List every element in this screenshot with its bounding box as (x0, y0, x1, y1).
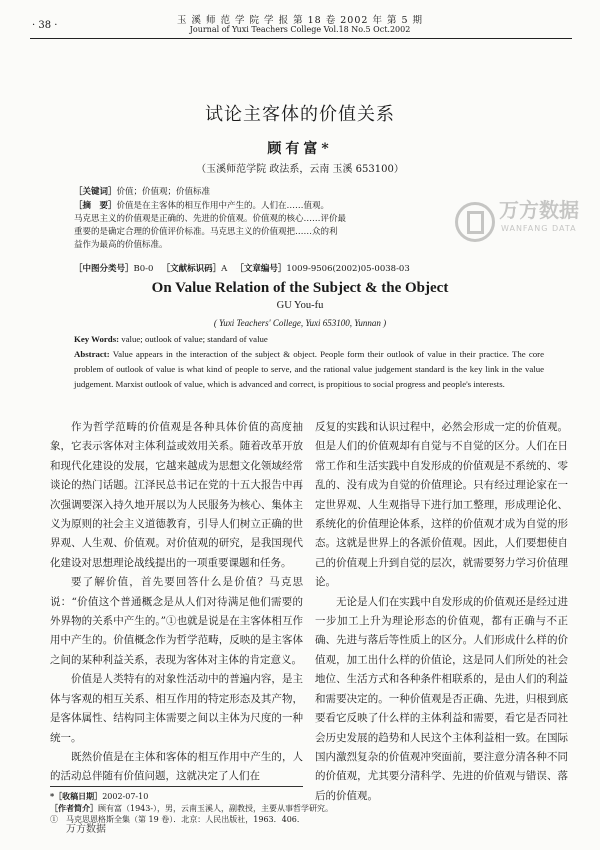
author-name-en: GU You-fu (276, 300, 324, 311)
article-id-label: ［文章编号］ (235, 264, 287, 274)
footnote-rule (50, 786, 303, 787)
clc-value: B0-0 (133, 264, 154, 274)
author-name-cn: 顾有富* (267, 141, 333, 157)
keywords-en-text: value; outlook of value; standard of value (121, 334, 268, 344)
abstract-cn-line: 益作为最高的价值标准。 (74, 240, 168, 250)
clc-label: ［中图分类号］ (74, 264, 134, 274)
article-title-cn: 试论主客体的价值关系 (205, 104, 395, 125)
abstract-cn-line: 重要的是确定合理的价值评价标准。马克思主义的价值观把……众的利 (74, 227, 338, 237)
body-paragraph: 作为哲学范畴的价值观是各种具体价值的高度抽象，它表示客体对主体利益或效用关系。随着改革开放和现代化建设的发展，它越来越成为思想文化领域经常谈论的热门话题。江泽民总书记在党的十五大报告中再次强调要深入持久地开展以为人民服务为核心、集体主义为原则的社会主义道德教育，引导人们树立正确的世界观、人生观、价值观。对价值观的研究，是我国现代化建设对思想理论战线提出的一项重要课题和任务。 (50, 421, 303, 569)
body-paragraph: 要了解价值，首先要回答什么是价值？马克思说：“价值这个普通概念是从人们对待满足他们需要的外界物的关系中产生的。”①也就是说是在主客体相互作用中产生的。价值概念作为哲学范畴，反映的是主客体之间的某种利益关系，表现为客体对主体的肯定意义。 (50, 576, 303, 666)
body-paragraph: 价值是人类特有的对象性活动中的普遍内容，是主体与客观的相互关系、相互作用的特定形态及其产物，是客体属性、结构同主体需要之间以主体为尺度的一种统一。 (50, 673, 303, 744)
body-paragraph: 既然价值是在主体和客体的相互作用中产生的，人的活动总伴随有价值问题，这就决定了人们在 (50, 750, 303, 783)
body-paragraph: 无论是人们在实践中自发形成的价值观还是经过进一步加工上升为理论形态的价值观，都有正确与不正确、先进与落后等性质上的区分。人们形成什么样的价值观，加工出什么样的价值论，这是同人们所处的社会地位、生活方式和各种条件相联系的，是由人们的利益和需要决定的。一种价值观是否正确、先进，归根到底要看它反映了什么样的主体利益和需要，看它是否同社会历史发展的趋势和人民这个主体利益相一致。在国际国内激烈复杂的价值观冲突面前，要注意分清各种不同的价值观，尤其要分清科学、先进的价值观与错误、落后的价值观。 (315, 595, 568, 802)
wanfang-watermark (455, 190, 585, 250)
journal-header-cn: 玉 溪 师 范 学 院 学 报 第 18 卷 2002 年 第 5 期 (176, 15, 424, 26)
article-title-en: On Value Relation of the Subject & the Object (151, 280, 449, 296)
affiliation-cn: （玉溪师范学院 政法系，云南 玉溪 653100） (196, 164, 404, 175)
abstract-en-label: Abstract: (74, 349, 110, 359)
article-id-value: 1009-9506(2002)05-0038-03 (286, 264, 410, 274)
classification-line (74, 263, 542, 276)
received-value: 2002-07-10 (102, 792, 149, 801)
body-paragraph: 反复的实践和认识过程中，必然会形成一定的价值观。但是人们的价值观却有自觉与不自觉的区分。人们在日常工作和生活实践中自发形成的价值观是不系统的、零乱的、没有成为自觉的价值理论。只有经过理论家在一定世界观、人生观指导下进行加工整理，形成理论化、系统化的价值理论体系，这样的价值观才成为自觉的形态。这就是世界上的各派价值观。因此，人们要想使自己的价值观上升到自觉的层次，就需要努力学习价值理论。 (315, 421, 568, 589)
doc-code-value: A (221, 264, 228, 274)
received-label: *［收稿日期］ (50, 791, 103, 801)
body-column-right (315, 418, 568, 806)
page-number: · 38 · (32, 20, 58, 31)
footer-brand: 万方数据 (66, 824, 106, 835)
keywords-cn-label: ［关键词］ (74, 187, 117, 197)
journal-header-en: Journal of Yuxi Teachers College Vol.18 No.5 Oct.2002 (189, 25, 411, 34)
watermark-text-en: WANFANG DATA (501, 224, 577, 233)
abstract-en (74, 347, 544, 392)
body-column-left (50, 418, 303, 787)
footnote-reference: ① 马克思恩格斯全集（第 19 卷）．北京：人民出版社，1963．406． (50, 815, 305, 824)
keywords-en (74, 332, 544, 347)
watermark-text-cn: 万方数据 (499, 198, 579, 222)
affiliation-en: ( Yuxi Teachers' College, Yuxi 653100, Yunnan ) (213, 318, 387, 328)
author-bio-label: ［作者简介］ (50, 803, 98, 813)
author-bio-text: 顾有富（1943-），男，云南玉溪人，副教授，主要从事哲学研究。 (98, 804, 334, 813)
keywords-en-label: Key Words: (74, 334, 120, 344)
doc-code-label: ［文献标识码］ (161, 264, 222, 274)
abstract-cn-line: 马克思主义的价值观是正确的、先进的价值观。价值观的核心……评价最 (74, 214, 347, 224)
keywords-cn-text: 价值；价值观；价值标准 (116, 187, 211, 197)
header-rule (30, 38, 572, 39)
abstract-cn-label: ［摘 要］ (74, 201, 117, 211)
abstract-cn-line: 价值是在主客体的相互作用中产生的。人们在……值观。 (116, 201, 330, 211)
wanfang-logo-icon (455, 202, 495, 242)
abstract-en-text: Value appears in the interaction of the subject & object. People form their outlook of value in their practice. The core problem of outlook of value is what kind of people to serve, and the rational value judgement standard is the key link in the value judgement. Marxist outlook of value, which is advanced and correct, is propitious to social progress and people's interests. (74, 349, 544, 389)
